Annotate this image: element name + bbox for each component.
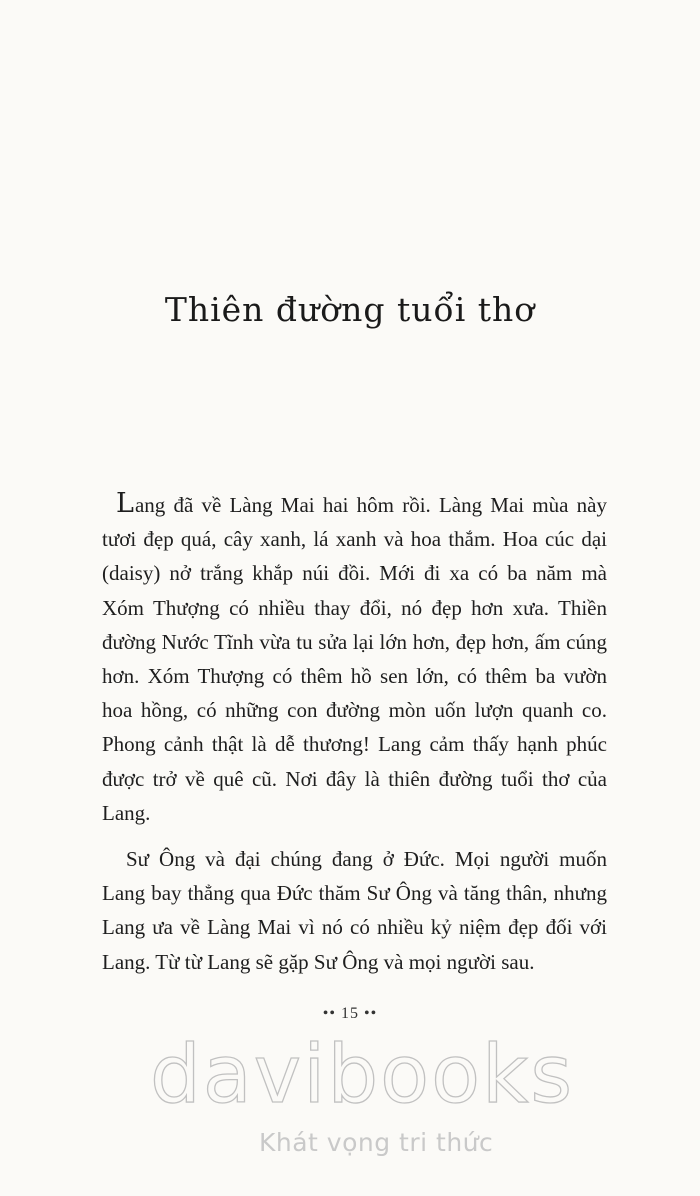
chapter-body (102, 488, 607, 979)
paragraph-1 (102, 488, 607, 830)
drop-cap: L (116, 488, 134, 519)
watermark-logo: davibooks (150, 1028, 575, 1121)
page-number: •• 15 •• (322, 1005, 378, 1022)
watermark-tagline: Khát vọng tri thức (259, 1128, 494, 1157)
paragraph-2: Sư Ông và đại chúng đang ở Đức. Mọi người muốn Lang bay thẳng qua Đức thăm Sư Ông và tăng thân, nhưng Lang ưa về Làng Mai vì nó có nhiều kỷ niệm đẹp đối với Lang. Từ từ Lang sẽ gặp Sư Ông và mọi người sau. (102, 847, 607, 974)
paragraph-1-text: ang đã về Làng Mai hai hôm rồi. Làng Mai mùa này tươi đẹp quá, cây xanh, lá xanh và hoa thắm. Hoa cúc dại (daisy) nở trắng khắp núi đồi. Mới đi xa có ba năm mà Xóm Thượng có nhiều thay đổi, nó đẹp hơn xưa. Thiền đường Nước Tĩnh vừa tu sửa lại lớn hơn, đẹp hơn, ấm cúng hơn. Xóm Thượng có thêm hồ sen lớn, có thêm ba vườn hoa hồng, có những con đường mòn uốn lượn quanh co. Phong cảnh thật là dễ thương! Lang cảm thấy hạnh phúc được trở về quê cũ. Nơi đây là thiên đường tuổi thơ của Lang. (102, 493, 607, 825)
chapter-title: Thiên đường tuổi thơ (164, 290, 536, 329)
